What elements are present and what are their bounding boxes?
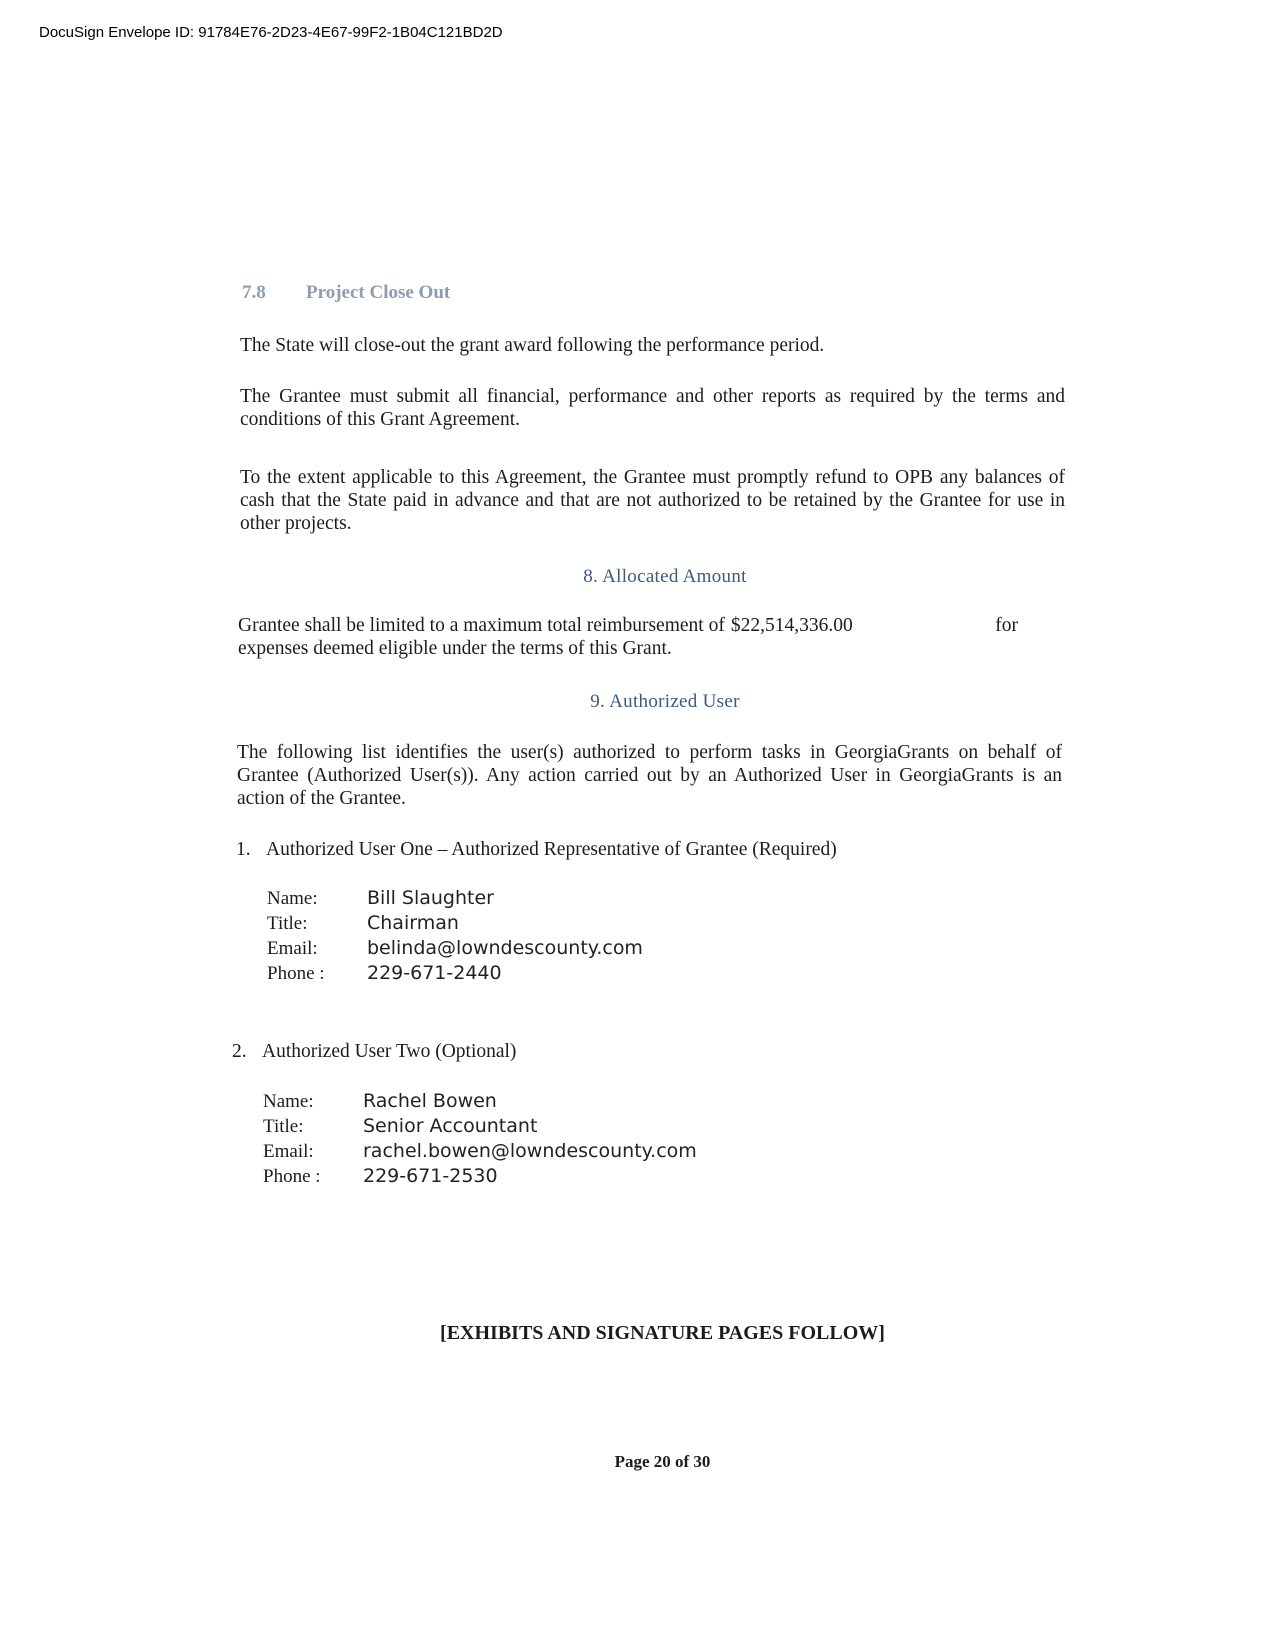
user-name: Bill Slaughter bbox=[367, 887, 494, 909]
amount-text-after: expenses deemed eligible under the terms of this Grant. bbox=[238, 638, 672, 659]
user-two-heading bbox=[232, 1041, 516, 1063]
user-title: Chairman bbox=[367, 912, 459, 934]
user-number: 1. bbox=[236, 839, 251, 860]
section-7-8-heading bbox=[242, 282, 450, 304]
amount-text: Grantee shall be limited to a maximum total reimbursement of bbox=[238, 615, 725, 636]
user-title: Senior Accountant bbox=[363, 1115, 538, 1137]
section-9-heading: 9. Authorized User bbox=[590, 691, 740, 712]
user-number: 2. bbox=[232, 1041, 247, 1062]
email-label: Email: bbox=[263, 1141, 314, 1162]
paragraph-refund: To the extent applicable to this Agreement, the Grantee must promptly refund to OPB any balances of cash that the State paid in advance and that are not authorized to be retained by the Grantee for use in other projects. bbox=[240, 467, 1065, 534]
user-one-contact bbox=[267, 887, 643, 987]
name-label: Name: bbox=[267, 888, 318, 909]
user-email: belinda@lowndescounty.com bbox=[367, 937, 643, 959]
title-label: Title: bbox=[267, 913, 308, 934]
paragraph-reports: The Grantee must submit all financial, performance and other reports as required by the terms and conditions of this Grant Agreement. bbox=[240, 386, 1065, 430]
page-number: Page 20 of 30 bbox=[614, 1452, 711, 1471]
name-label: Name: bbox=[263, 1091, 314, 1112]
envelope-id: DocuSign Envelope ID: 91784E76-2D23-4E67-99F2-1B04C121BD2D bbox=[39, 24, 503, 41]
section-8-heading: 8. Allocated Amount bbox=[583, 566, 747, 587]
phone-label: Phone : bbox=[267, 963, 325, 984]
email-label: Email: bbox=[267, 938, 318, 959]
section-number: 7.8 bbox=[242, 282, 266, 303]
phone-label: Phone : bbox=[263, 1166, 321, 1187]
allocated-amount-paragraph bbox=[238, 614, 1063, 660]
user-heading-text: Authorized User One – Authorized Representative of Grantee (Required) bbox=[266, 839, 837, 860]
paragraph-closeout: The State will close-out the grant award following the performance period. bbox=[240, 335, 825, 356]
user-two-contact bbox=[263, 1090, 697, 1190]
exhibits-note: [EXHIBITS AND SIGNATURE PAGES FOLLOW] bbox=[440, 1322, 885, 1344]
user-phone: 229-671-2530 bbox=[363, 1165, 498, 1187]
section-title: Project Close Out bbox=[306, 282, 451, 303]
user-one-heading bbox=[236, 839, 837, 861]
user-name: Rachel Bowen bbox=[363, 1090, 497, 1112]
title-label: Title: bbox=[263, 1116, 304, 1137]
user-heading-text: Authorized User Two (Optional) bbox=[262, 1041, 517, 1062]
authorized-user-intro: The following list identifies the user(s) authorized to perform tasks in GeorgiaGrants on behalf of Grantee (Authorized User(s)). Any action carried out by an Authorized User in GeorgiaGrants is an action of the Grantee. bbox=[237, 742, 1062, 809]
user-email: rachel.bowen@lowndescounty.com bbox=[363, 1140, 697, 1162]
user-phone: 229-671-2440 bbox=[367, 962, 502, 984]
allocated-amount: $22,514,336.00 bbox=[730, 615, 853, 636]
amount-for: for bbox=[995, 615, 1018, 636]
